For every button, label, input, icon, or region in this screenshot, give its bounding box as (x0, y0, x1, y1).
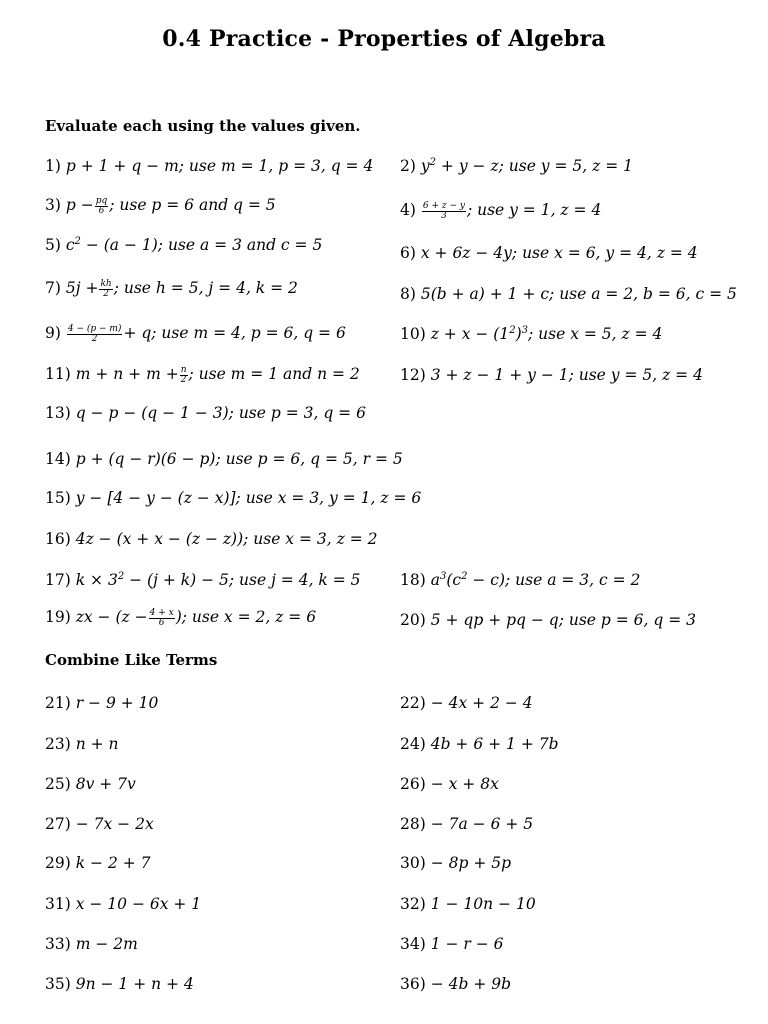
page-title: 0.4 Practice - Properties of Algebra (162, 26, 606, 52)
problem-17 (45, 570, 361, 590)
section-heading-combine: Combine Like Terms (45, 651, 218, 669)
problem-number: 15) (45, 489, 71, 507)
problem-number: 32) (400, 895, 426, 913)
problem-14 (45, 449, 403, 469)
problem-text: zx − (z − $\frac{4 + x}{6}$ ); use x = 2, z = 6 (75, 607, 317, 628)
problem-text: y − [4 − y − (z − x)]; use x = 3, y = 1, z = 6 (75, 489, 422, 507)
problem-number: 13) (45, 404, 71, 422)
problem-text: 1 − 10n − 10 (430, 895, 536, 913)
problem-number: 11) (45, 365, 71, 383)
section-heading-evaluate: Evaluate each using the values given. (45, 117, 361, 135)
problem-12 (400, 365, 703, 385)
problem-number: 1) (45, 157, 61, 175)
problem-text: k − 2 + 7 (75, 854, 151, 872)
problem-3 (45, 195, 276, 216)
problem-text: 3 + z − 1 + y − 1; use y = 5, z = 4 (430, 366, 703, 384)
problem-number: 4) (400, 201, 416, 219)
problem-35 (45, 974, 194, 994)
problem-number: 34) (400, 935, 426, 953)
fraction: $\frac{6 + z - y}{3}$ (422, 200, 465, 221)
problem-text: p + 1 + q − m; use m = 1, p = 3, q = 4 (65, 157, 374, 175)
problem-number: 2) (400, 157, 416, 175)
problem-text: − 8p + 5p (430, 854, 512, 872)
problem-24 (400, 734, 559, 754)
problem-text: $k \times 3^2 - (j + k) - 5$; use j = 4, k = 5 (75, 570, 361, 589)
problem-text: − 4x + 2 − 4 (430, 694, 533, 712)
problem-number: 25) (45, 775, 71, 793)
problem-number: 19) (45, 608, 71, 626)
problem-number: 36) (400, 975, 426, 993)
problem-number: 27) (45, 815, 71, 833)
problem-9 (45, 323, 346, 344)
problem-number: 24) (400, 735, 426, 753)
problem-text: $a^3(c^2 - c)$; use a = 3, c = 2 (430, 570, 641, 589)
problem-text: − 4b + 9b (430, 975, 512, 993)
fraction: $\frac{n}{2}$ (180, 364, 187, 385)
problem-text: 1 − r − 6 (430, 935, 504, 953)
problem-text: $\frac{6 + z - y}{3}$ ; use y = 1, z = 4 (422, 200, 602, 221)
problem-text: x + 6z − 4y; use x = 6, y = 4, z = 4 (420, 244, 698, 262)
problem-text: n + n (75, 735, 119, 753)
problem-text: q − p − (q − 1 − 3); use p = 3, q = 6 (75, 404, 366, 422)
problem-number: 6) (400, 244, 416, 262)
problem-text: x − 10 − 6x + 1 (75, 895, 202, 913)
problem-26 (400, 774, 499, 794)
problem-number: 26) (400, 775, 426, 793)
problem-31 (45, 894, 201, 914)
problem-text: r − 9 + 10 (75, 694, 159, 712)
problem-number: 29) (45, 854, 71, 872)
problem-number: 18) (400, 571, 426, 589)
problem-number: 12) (400, 366, 426, 384)
problem-13 (45, 403, 366, 423)
problem-number: 28) (400, 815, 426, 833)
problem-7 (45, 278, 298, 299)
problem-text: 5(b + a) + 1 + c; use a = 2, b = 6, c = 5 (420, 285, 737, 303)
problem-10 (400, 324, 662, 344)
problem-30 (400, 853, 511, 873)
problem-number: 5) (45, 236, 61, 254)
problem-number: 16) (45, 530, 71, 548)
problem-text: p + (q − r)(6 − p); use p = 6, q = 5, r = 5 (75, 450, 403, 468)
problem-number: 14) (45, 450, 71, 468)
problem-6 (400, 243, 698, 263)
problem-32 (400, 894, 536, 914)
problem-16 (45, 529, 377, 549)
problem-34 (400, 934, 504, 954)
problem-number: 22) (400, 694, 426, 712)
problem-1 (45, 156, 373, 176)
problem-5 (45, 235, 322, 255)
problem-text: 8v + 7v (75, 775, 136, 793)
problem-25 (45, 774, 136, 794)
problem-text: p − $\frac{pq}{6}$ ; use p = 6 and q = 5 (65, 195, 276, 216)
problem-number: 8) (400, 285, 416, 303)
problem-28 (400, 814, 533, 834)
problem-20 (400, 610, 696, 630)
problem-19 (45, 607, 316, 628)
problem-text: m − 2m (75, 935, 138, 953)
problem-number: 10) (400, 325, 426, 343)
problem-number: 7) (45, 279, 61, 297)
problem-number: 21) (45, 694, 71, 712)
problem-text: $y^2 + y - z$; use y = 5, z = 1 (420, 156, 633, 175)
fraction: $\frac{4 + x}{6}$ (149, 607, 174, 628)
problem-text: − 7x − 2x (75, 815, 154, 833)
problem-number: 9) (45, 324, 61, 342)
problem-text: 4z − (x + x − (z − z)); use x = 3, z = 2 (75, 530, 378, 548)
problem-number: 23) (45, 735, 71, 753)
fraction: $\frac{pq}{6}$ (95, 195, 108, 216)
problem-15 (45, 488, 421, 508)
problem-22 (400, 693, 533, 713)
problem-text: 5 + qp + pq − q; use p = 6, q = 3 (430, 611, 697, 629)
problem-number: 3) (45, 196, 61, 214)
problem-11 (45, 364, 360, 385)
problem-number: 20) (400, 611, 426, 629)
problem-number: 33) (45, 935, 71, 953)
problem-text: − x + 8x (430, 775, 499, 793)
problem-text: $c^2 - (a - 1)$; use a = 3 and c = 5 (65, 235, 323, 254)
problem-4 (400, 200, 601, 221)
problem-36 (400, 974, 511, 994)
problem-23 (45, 734, 119, 754)
problem-number: 17) (45, 571, 71, 589)
problem-text: 5j + $\frac{kh}{2}$ ; use h = 5, j = 4, k = 2 (65, 278, 298, 299)
fraction: $\frac{4 - (p - m)}{2}$ (67, 323, 122, 344)
problem-number: 31) (45, 895, 71, 913)
problem-29 (45, 853, 151, 873)
problem-text: 4b + 6 + 1 + 7b (430, 735, 559, 753)
problem-number: 35) (45, 975, 71, 993)
problem-21 (45, 693, 158, 713)
problem-33 (45, 934, 138, 954)
problem-text: 9n − 1 + n + 4 (75, 975, 194, 993)
problem-8 (400, 284, 737, 304)
problem-text: m + n + m + $\frac{n}{2}$ ; use m = 1 and n = 2 (75, 364, 360, 385)
fraction: $\frac{kh}{2}$ (100, 278, 112, 299)
problem-number: 30) (400, 854, 426, 872)
problem-text: $\frac{4 - (p - m)}{2}$ + q; use m = 4, p = 6, q = 6 (67, 323, 346, 344)
problem-18 (400, 570, 640, 590)
problem-text: $z + x - (1^2)^3$; use x = 5, z = 4 (430, 324, 663, 343)
problem-text: − 7a − 6 + 5 (430, 815, 534, 833)
problem-27 (45, 814, 154, 834)
problem-2 (400, 156, 633, 176)
